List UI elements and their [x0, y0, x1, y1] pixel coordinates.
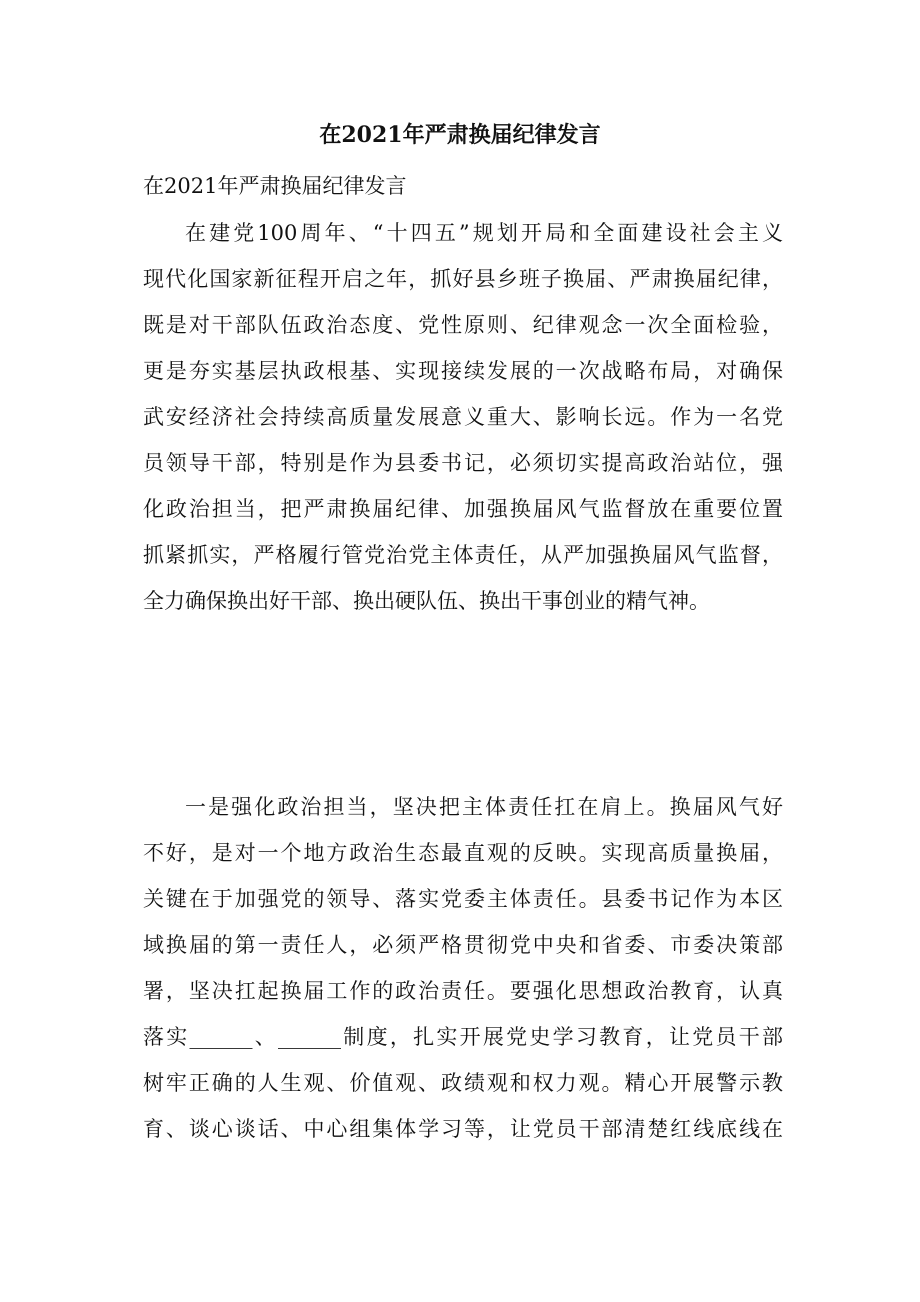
text-line: 关键在于加强党的领导、落实党委主体责任。县委书记作为本区: [143, 887, 783, 911]
document-title: 在2021年严肃换届纪律发言: [319, 122, 601, 148]
document-subtitle: 在2021年严肃换届纪律发言: [143, 174, 407, 198]
text-line: 武安经济社会持续高质量发展意义重大、影响长远。作为一名党: [143, 405, 783, 429]
text-line: 更是夯实基层执政根基、实现接续发展的一次战略布局，对确保: [143, 359, 783, 383]
text-line: 树牢正确的人生观、价值观、政绩观和权力观。精心开展警示教: [143, 1071, 783, 1095]
text-line: 全力确保换出好干部、换出硬队伍、换出干事创业的精气神。: [143, 589, 710, 613]
paragraph-section-one: [143, 784, 783, 1152]
text-line: 抓紧抓实，严格履行管党治党主体责任，从严加强换届风气监督，: [143, 543, 783, 567]
text-line: 既是对干部队伍政治态度、党性原则、纪律观念一次全面检验，: [143, 313, 783, 337]
text-line: 员领导干部，特别是作为县委书记，必须切实提高政治站位，强: [143, 451, 783, 475]
text-line: 落实______、______制度，扎实开展党史学习教育，让党员干部: [143, 1025, 783, 1049]
text-line: 育、谈心谈话、中心组集体学习等，让党员干部清楚红线底线在: [143, 1117, 783, 1141]
text-line: 化政治担当，把严肃换届纪律、加强换届风气监督放在重要位置: [143, 497, 783, 521]
text-line: 一是强化政治担当，坚决把主体责任扛在肩上。换届风气好: [185, 795, 783, 819]
paragraph-intro: [143, 210, 783, 624]
text-line: 署，坚决扛起换届工作的政治责任。要强化思想政治教育，认真: [143, 979, 783, 1003]
text-line: 域换届的第一责任人，必须严格贯彻党中央和省委、市委决策部: [143, 933, 783, 957]
text-line: 不好，是对一个地方政治生态最直观的反映。实现高质量换届，: [143, 841, 783, 865]
text-line: 在建党100周年、“十四五”规划开局和全面建设社会主义: [185, 221, 783, 245]
text-line: 现代化国家新征程开启之年，抓好县乡班子换届、严肃换届纪律，: [143, 267, 783, 291]
